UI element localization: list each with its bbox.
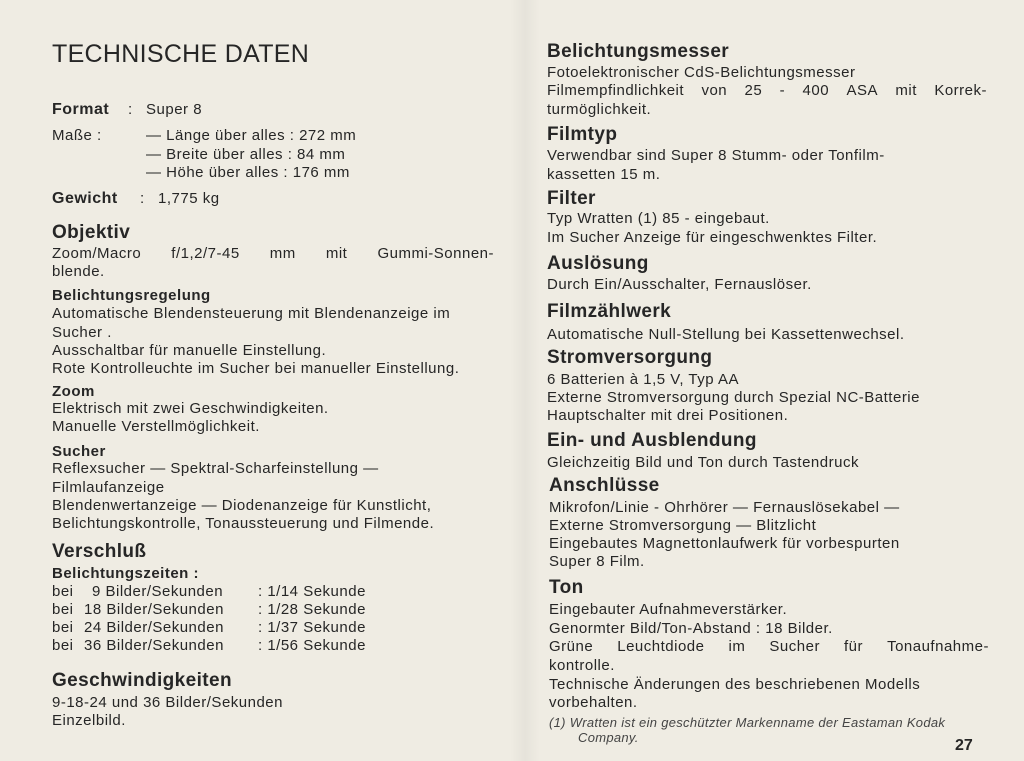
justified-word: im [728,638,746,655]
belichtungsmesser-line [547,82,987,100]
filter-line: Typ Wratten (1) 85 - eingebaut. [547,210,770,227]
justified-word: Grüne [549,638,594,655]
sucher-line: Blendenwertanzeige — Diodenanzeige für Kunstlicht, [52,497,432,514]
justified-word: Tonaufnahme- [887,638,989,655]
justified-word: Filmempfindlichkeit [547,82,685,99]
filmzaehlwerk-line: Automatische Null-Stellung bei Kassettenwechsel. [547,326,905,343]
filter-line: Im Sucher Anzeige für eingeschwenktes Filter. [547,229,878,246]
filmzaehlwerk-heading: Filmzählwerk [547,301,672,322]
anschluesse-line: Externe Stromversorgung — Blitzlicht [549,517,817,534]
objektiv-line [52,245,494,263]
justified-word: 25 [744,82,763,99]
justified-word: mit [895,82,917,99]
sucher-line: Filmlaufanzeige [52,479,165,496]
masse-line: — Höhe über alles : 176 mm [146,164,350,181]
justified-word: ASA [846,82,878,99]
belichtungsregelung-line: Sucher . [52,324,112,341]
row-time: : 1/28 Sekunde [258,601,366,618]
page-gutter [510,0,540,761]
einblendung-heading: Ein- und Ausblendung [547,430,757,451]
justified-word: Leuchtdiode [617,638,705,655]
justified-word: Zoom/Macro [52,245,142,262]
justified-word: mm [269,245,296,262]
sucher-line: Belichtungskontrolle, Tonaussteuerung und Filmende. [52,515,435,532]
ton-line: Genormter Bild/Ton-Abstand : 18 Bilder. [549,620,833,637]
filmtyp-line: Verwendbar sind Super 8 Stumm- oder Tonfilm- [547,147,885,164]
format-value: Super 8 [146,101,203,118]
gewicht-label: Gewicht [52,190,118,207]
anschluesse-line: Mikrofon/Linie - Ohrhörer — Fernauslösekabel — [549,499,900,516]
format-sep: : [128,101,133,118]
stromversorgung-line: Externe Stromversorgung durch Spezial NC-Batterie [547,389,920,406]
ton-line [549,638,989,656]
filter-heading: Filter [547,188,596,209]
belichtungsregelung-line: Ausschaltbar für manuelle Einstellung. [52,342,327,359]
justified-word: 400 [802,82,830,99]
geschwindigkeiten-heading: Geschwindigkeiten [52,670,232,691]
sucher-line: Reflexsucher — Spektral-Scharfeinstellung — [52,460,379,477]
anschluesse-line: Eingebautes Magnettonlaufwerk für vorbespurten [549,535,900,552]
page-title: TECHNISCHE DATEN [52,40,310,68]
anschluesse-line: Super 8 Film. [549,553,645,570]
row-bei: bei [52,601,74,618]
ton-line: Eingebauter Aufnahmeverstärker. [549,601,788,618]
justified-word: Korrek- [934,82,987,99]
filmtyp-line: kassetten 15 m. [547,166,661,183]
row-bei: bei [52,619,74,636]
justified-word: für [844,638,864,655]
ton-line: kontrolle. [549,657,615,674]
row-time: : 1/14 Sekunde [258,583,366,600]
justified-word: Sucher [769,638,820,655]
ton-line: Technische Änderungen des beschriebenen Modells [549,676,921,693]
footnote-line: (1) Wratten ist ein geschützter Markenname der Eastaman Kodak [549,715,946,730]
justified-word: von [701,82,728,99]
belichtungsmesser-heading: Belichtungsmesser [547,41,730,62]
justified-word: mit [325,245,348,262]
filmtyp-heading: Filmtyp [547,124,618,145]
stromversorgung-heading: Stromversorgung [547,347,713,368]
row-time: : 1/37 Sekunde [258,619,366,636]
belichtungsregelung-heading: Belichtungsregelung [52,287,211,304]
zoom-heading: Zoom [52,383,95,400]
format-label: Format [52,101,110,118]
gewicht-sep: : [140,190,145,207]
footnote-line: Company. [578,730,639,745]
masse-label: Maße : [52,127,102,144]
justified-word: f/1,2/7-45 [171,245,240,262]
justified-word: Gummi-Sonnen- [377,245,494,262]
zoom-line: Manuelle Verstellmöglichkeit. [52,418,260,435]
row-time: : 1/56 Sekunde [258,637,366,654]
row-fps: 24 Bilder/Sekunden [84,619,224,636]
gewicht-value: 1,775 kg [158,190,220,207]
masse-line: — Breite über alles : 84 mm [146,146,346,163]
stromversorgung-line: Hauptschalter mit drei Positionen. [547,407,789,424]
page-number: 27 [955,737,973,754]
objektiv-line: blende. [52,263,105,280]
belichtungszeiten-heading: Belichtungszeiten : [52,565,200,582]
sucher-heading: Sucher [52,443,106,460]
geschwindigkeiten-line: Einzelbild. [52,712,126,729]
ton-heading: Ton [549,577,584,598]
ausloesung-heading: Auslösung [547,253,649,274]
row-bei: bei [52,583,74,600]
einblendung-line: Gleichzeitig Bild und Ton durch Tastendruck [547,454,859,471]
belichtungsregelung-line: Rote Kontrolleuchte im Sucher bei manueller Einstellung. [52,360,460,377]
anschluesse-heading: Anschlüsse [549,475,660,496]
row-fps: 18 Bilder/Sekunden [84,601,224,618]
masse-line: — Länge über alles : 272 mm [146,127,357,144]
zoom-line: Elektrisch mit zwei Geschwindigkeiten. [52,400,329,417]
verschluss-heading: Verschluß [52,541,147,562]
row-fps: 36 Bilder/Sekunden [84,637,224,654]
geschwindigkeiten-line: 9-18-24 und 36 Bilder/Sekunden [52,694,283,711]
belichtungsmesser-line: turmöglichkeit. [547,101,652,118]
justified-word: - [779,82,786,99]
belichtungsmesser-line: Fotoelektronischer CdS-Belichtungsmesser [547,64,856,81]
belichtungsregelung-line: Automatische Blendensteuerung mit Blendenanzeige im [52,305,451,322]
ton-line: vorbehalten. [549,694,638,711]
row-bei: bei [52,637,74,654]
stromversorgung-line: 6 Batterien à 1,5 V, Typ AA [547,371,739,388]
row-fps: 9 Bilder/Sekunden [92,583,224,600]
objektiv-heading: Objektiv [52,222,131,243]
ausloesung-line: Durch Ein/Ausschalter, Fernauslöser. [547,276,812,293]
